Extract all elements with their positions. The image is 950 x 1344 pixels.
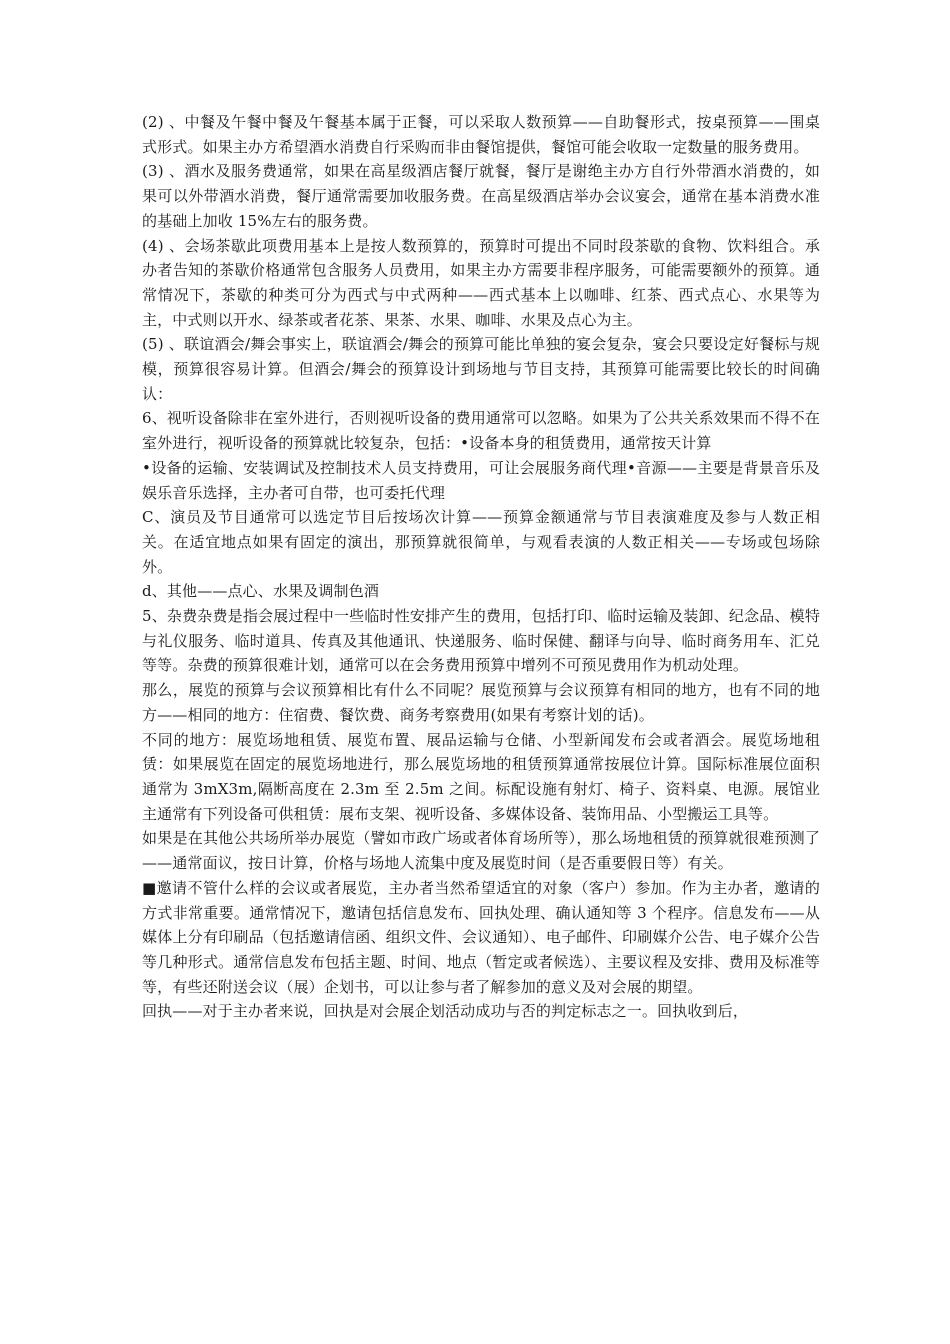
paragraph-other-items: d、其他——点心、水果及调制色酒 (142, 582, 380, 601)
paragraph-equipment-transport: •设备的运输、安装调试及控制技术人员支持费用，可让会展服务商代理•音源——主要是背景音乐及娱乐音乐选择，主办者可自带，也可委托代理 (142, 458, 820, 502)
paragraph-exhibition-venue: 不同的地方：展览场地租赁、展览布置、展品运输与仓储、小型新闻发布会或者酒会。展览场地租赁：如果展览在固定的展览场地进行，那么展览场地的租赁预算通常按展位计算。国际标准展位面积通常为 3mX3m,隔断高度在 2.3m 至 2.5m 之间。标配设施有射灯、椅子、资料桌、电源。展馆业主通常有下列设备可供租赁：展布支架、视听设备、多媒体设备、装饰用品、小型搬运工具等。 (142, 730, 820, 823)
paragraph-exhibition-vs-meeting: 那么，展览的预算与会议预算相比有什么不同呢？展览预算与会议预算有相同的地方，也有不同的地方——相同的地方：住宿费、餐饮费、商务考察费用(如果有考察计划的话)。 (142, 681, 820, 724)
document-body (142, 110, 820, 1024)
paragraph-invitation: ■邀请不管什么样的会议或者展览，主办者当然希望适宜的对象（客户）参加。作为主办者，邀请的方式非常重要。通常情况下，邀请包括信息发布、回执处理、确认通知等 3 个程序。信息发布——从媒体上分有印刷品（包括邀请信函、组织文件、会议通知）、电子邮件、印刷媒介公告、电子媒介公告等几种形式。通常信息发布包括主题、时间、地点（暂定或者候选）、主要议程及安排、费用及标准等等，有些还附送会议（展）企划书，可以让参与者了解参加的意义及对会展的期望。 (142, 878, 820, 996)
paragraph-av-equipment: 6、视听设备除非在室外进行，否则视听设备的费用通常可以忽略。如果为了公共关系效果而不得不在室外进行，视听设备的预算就比较复杂，包括：•设备本身的租赁费用，通常按天计算 (142, 409, 820, 453)
paragraph-reception-dance: (5) 、联谊酒会/舞会事实上，联谊酒会/舞会的预算可能比单独的宴会复杂，宴会只要设定好餐标与规模，预算很容易计算。但酒会/舞会的预算设计到场地与节目支持，其预算可能需要比较长的时间确认： (142, 335, 820, 403)
paragraph-lunch-budget: (2) 、中餐及午餐中餐及午餐基本属于正餐，可以采取人数预算——自助餐形式，按桌预算——围桌式形式。如果主办方希望酒水消费自行采购而非由餐馆提供，餐馆可能会收取一定数量的服务费用。 (142, 113, 820, 156)
paragraph-reply-receipt: 回执——对于主办者来说，回执是对会展企划活动成功与否的判定标志之一。回执收到后， (142, 1002, 749, 1021)
paragraph-drinks-service-fee: (3) 、酒水及服务费通常，如果在高星级酒店餐厅就餐，餐厅是谢绝主办方自行外带酒水消费的，如果可以外带酒水消费，餐厅通常需要加收服务费。在高星级酒店举办会议宴会，通常在基本消费水准的基础上加收 15%左右的服务费。 (142, 162, 820, 230)
paragraph-miscellaneous: 5、杂费杂费是指会展过程中一些临时性安排产生的费用，包括打印、临时运输及装卸、纪念品、模特与礼仪服务、临时道具、传真及其他通讯、快递服务、临时保健、翻译与向导、临时商务用车、汇兑等等。杂费的预算很难计划，通常可以在会务费用预算中增列不可预见费用作为机动处理。 (142, 607, 820, 675)
paragraph-performers: C、演员及节目通常可以选定节目后按场次计算——预算金额通常与节目表演难度及参与人数正相关。在适宜地点如果有固定的演出，那预算就很简单，与观看表演的人数正相关——专场或包场除外。 (142, 508, 820, 576)
paragraph-tea-break: (4) 、会场茶歇此项费用基本上是按人数预算的，预算时可提出不同时段茶歇的食物、饮料组合。承办者告知的茶歇价格通常包含服务人员费用，如果主办方需要非程序服务，可能需要额外的预算。通常情况下，茶歇的种类可分为西式与中式两种——西式基本上以咖啡、红茶、西式点心、水果等为主，中式则以开水、绿茶或者花茶、果茶、水果、咖啡、水果及点心为主。 (142, 236, 820, 329)
paragraph-public-venue: 如果是在其他公共场所举办展览（譬如市政广场或者体育场所等），那么场地租赁的预算就很难预测了——通常面议，按日计算，价格与场地人流集中度及展览时间（是否重要假日等）有关。 (142, 829, 820, 873)
